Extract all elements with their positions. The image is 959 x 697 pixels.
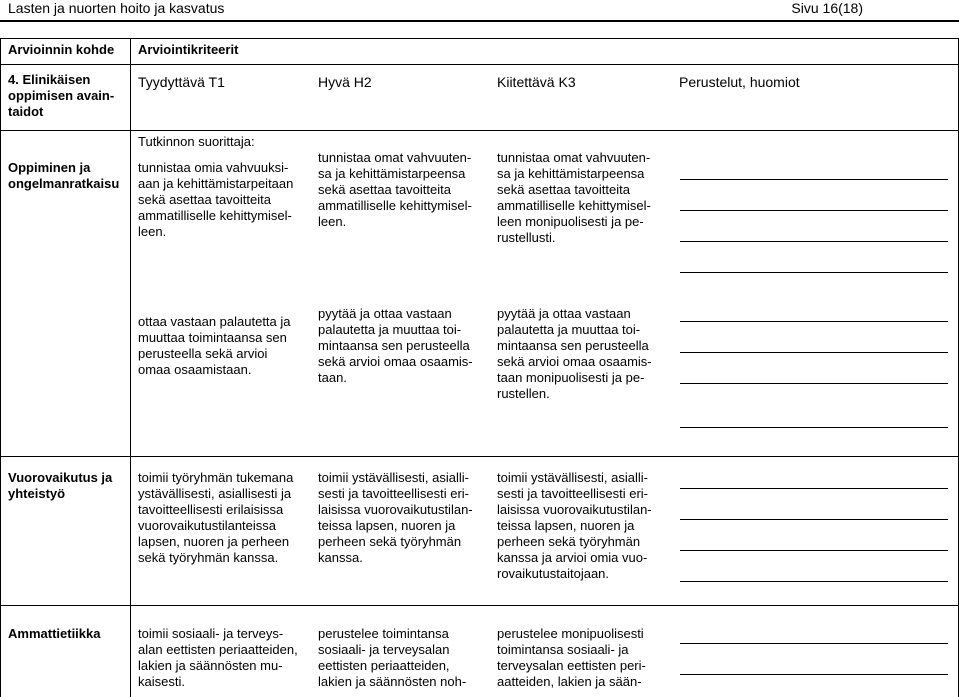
writing-line [680, 674, 948, 675]
criteria-t1-vuorovaikutus: toimii työryhmän tukemana ystävällisesti, asiallisesti ja tavoitteellisesti erilaisissa vuorovaikutustilanteissa lapsen, nuoren ja perheen sekä työryhmän kanssa. [138, 470, 294, 565]
writing-line [680, 519, 948, 520]
criteria-h2-ammattietiikka: perustelee toimintansa sosiaali- ja terveysalan eettisten periaatteiden, lakien ja säännösten noh- [318, 626, 467, 689]
writing-line [680, 241, 948, 242]
criteria-t1-oppiminen-2: ottaa vastaan palautetta ja muuttaa toimintaansa sen perusteella sekä arvioi omaa osaamistaan. [138, 314, 291, 377]
writing-line [680, 427, 948, 428]
row-label-ammattietiikka: Ammattietiikka [8, 626, 101, 641]
table-border [0, 130, 959, 131]
criteria-t1-oppiminen-1: tunnistaa omia vahvuuksi- aan ja kehittämistarpeitaan sekä asettaa tavoitteita ammatilliselle kehittymisel- leen. [138, 160, 294, 239]
table-border [0, 64, 959, 65]
table-border [0, 456, 959, 457]
section-title: 4. Elinikäisen oppimisen avain- taidot [8, 72, 115, 119]
criteria-k3-vuorovaikutus: toimii ystävällisesti, asialli- sesti ja tavoitteellisesti eri- laisissa vuorovaikutustilan- teissa lapsen, nuoren ja perheen sekä työryhmän kanssa ja arvioi omia vuo- rovaikutustaitojaan. [497, 470, 652, 581]
row-label-vuorovaikutus: Vuorovaikutus ja yhteistyö [8, 470, 113, 501]
row-label-oppiminen: Oppiminen ja ongelmanratkaisu [8, 160, 120, 191]
table-border [0, 605, 959, 606]
table-top-border [0, 38, 959, 39]
column-header-h2: Hyvä H2 [318, 74, 372, 90]
criteria-k3-oppiminen-1: tunnistaa omat vahvuuten- sa ja kehittämistarpeensa sekä asettaa tavoitteita ammatilliselle kehittymisel- leen monipuolisesti ja pe- rustellusti. [497, 150, 651, 245]
writing-line [680, 272, 948, 273]
writing-line [680, 321, 948, 322]
criteria-h2-vuorovaikutus: toimii ystävällisesti, asialli- sesti ja tavoitteellisesti eri- laisissa vuorovaikutustilan- teissa lapsen, nuoren ja perheen sekä työryhmän kanssa. [318, 470, 473, 565]
criteria-k3-ammattietiikka: perustelee monipuolisesti toimintansa sosiaali- ja terveysalan eettisten peri- aatteiden, lakien ja sään- [497, 626, 646, 689]
column-header-t1: Tyydyttävä T1 [138, 74, 225, 90]
column-header-perustelut: Perustelut, huomiot [679, 74, 800, 90]
writing-line [680, 550, 948, 551]
criteria-h2-oppiminen-1: tunnistaa omat vahvuuten- sa ja kehittämistarpeensa sekä asettaa tavoitteita ammatilliselle kehittymisel- leen. [318, 150, 472, 229]
column-header-kriteerit: Arviointikriteerit [138, 42, 239, 57]
table-border [130, 38, 131, 697]
writing-line [680, 488, 948, 489]
criteria-t1-intro: Tutkinnon suorittaja: [138, 134, 255, 149]
writing-line [680, 210, 948, 211]
page-header [0, 0, 959, 20]
column-header-k3: Kiitettävä K3 [497, 74, 576, 90]
writing-line [680, 352, 948, 353]
writing-line [680, 643, 948, 644]
page-number: Sivu 16(18) [791, 0, 863, 16]
criteria-h2-oppiminen-2: pyytää ja ottaa vastaan palautetta ja muuttaa toi- mintaansa sen perusteella sekä arvioi omaa osaamis- taan. [318, 306, 473, 385]
table-border [0, 38, 1, 697]
writing-line [680, 179, 948, 180]
writing-line [680, 383, 948, 384]
criteria-k3-oppiminen-2: pyytää ja ottaa vastaan palautetta ja muuttaa toi- mintaansa sen perusteella sekä arvioi omaa osaamis- taan monipuolisesti ja pe- rustellen. [497, 306, 652, 401]
criteria-t1-ammattietiikka: toimii sosiaali- ja terveys- alan eettisten periaatteiden, lakien ja säännösten mu- kaisesti. [138, 626, 298, 689]
document-title: Lasten ja nuorten hoito ja kasvatus [8, 0, 225, 16]
header-rule [0, 20, 959, 22]
column-header-kohde: Arvioinnin kohde [8, 42, 115, 57]
writing-line [680, 581, 948, 582]
